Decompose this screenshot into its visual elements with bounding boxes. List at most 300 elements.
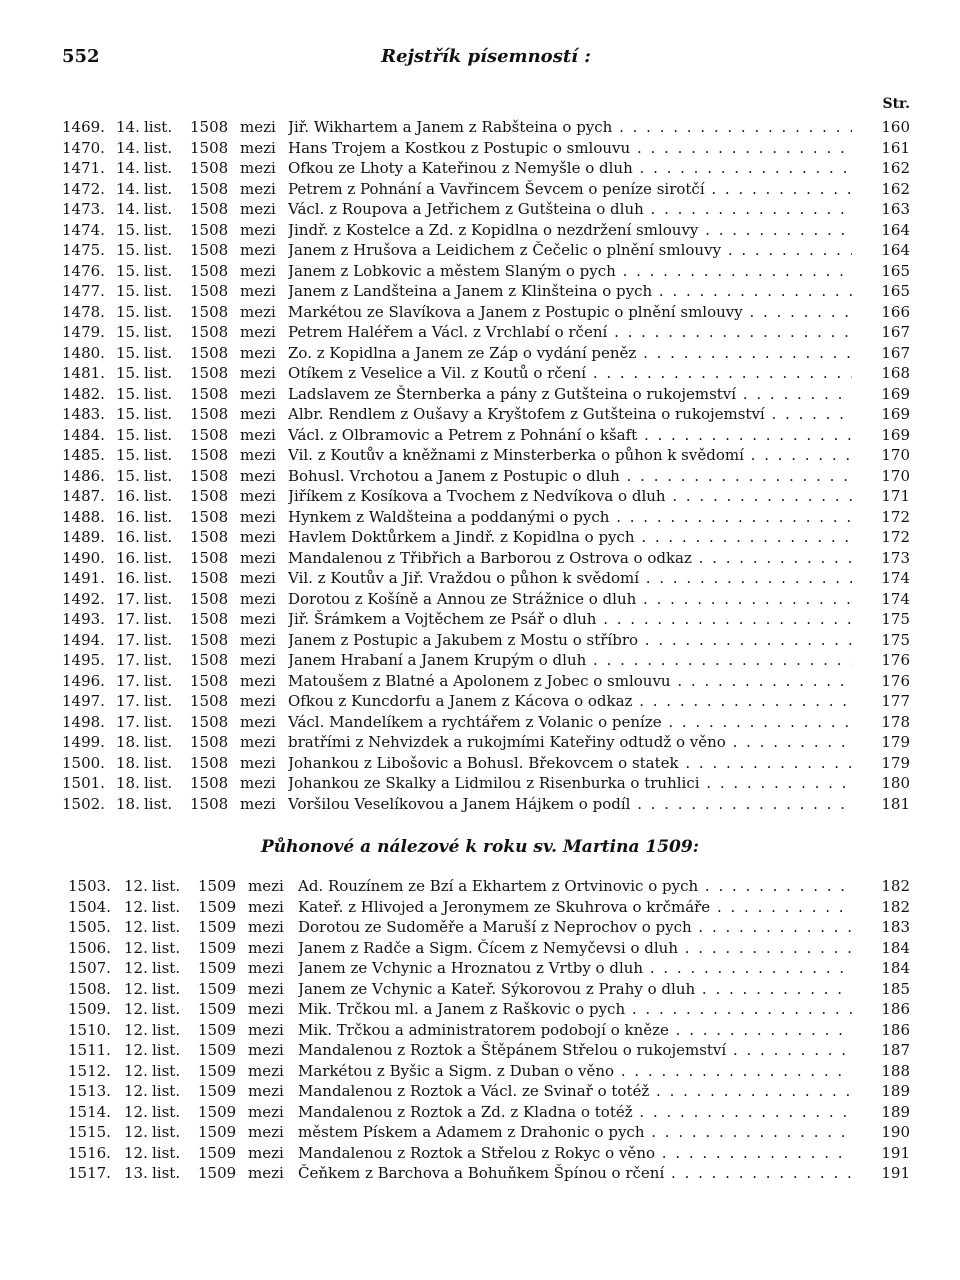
entry-day: 15. (116, 220, 140, 239)
entry-month: list. (144, 138, 173, 157)
register-entry (62, 302, 910, 323)
entry-page: 184 (881, 938, 910, 957)
entry-day: 13. (124, 1164, 148, 1182)
entry-number: 1511. (68, 1041, 111, 1059)
entry-month: list. (152, 1061, 181, 1080)
page-column-label: Str. (882, 96, 910, 112)
entry-mezi: mezi (240, 610, 276, 628)
register-entry (62, 404, 910, 425)
entry-number: 1472. (62, 179, 105, 198)
entry-month: list. (144, 282, 173, 300)
entry-description: Janem ze Vchynic a Hroznatou z Vrtby o dluh . . . (298, 958, 852, 979)
entry-day: 16. (116, 548, 140, 567)
entry-page: 161 (881, 138, 910, 157)
register-entry (62, 363, 910, 384)
register-entry (62, 630, 910, 651)
entry-description: Hynkem z Waldšteina a poddanými o pych . . . (288, 507, 852, 528)
entry-month: list. (144, 425, 173, 444)
entry-description: Markétou ze Slavíkova a Janem z Postupic o plnění smlouvy . . . (288, 302, 852, 323)
register-entry (62, 220, 910, 241)
entry-day: 17. (116, 651, 140, 669)
entry-mezi: mezi (240, 651, 276, 669)
entry-number: 1491. (62, 569, 105, 587)
entry-month: list. (144, 774, 173, 792)
entry-month: list. (152, 1143, 181, 1162)
entry-description: Mandalenou z Roztok a Václ. ze Svinař o totéž . . . (298, 1081, 852, 1102)
entry-mezi: mezi (240, 425, 276, 444)
entry-number: 1473. (62, 200, 105, 218)
entry-day: 18. (116, 753, 140, 772)
entry-page: 172 (881, 507, 910, 526)
register-entry (62, 1040, 910, 1061)
entry-mezi: mezi (248, 959, 284, 977)
register-entry (62, 1020, 910, 1041)
entry-number: 1470. (62, 138, 105, 157)
entry-description: Janem Hrabaní a Janem Krupým o dluh . . . (288, 650, 852, 671)
entry-number: 1482. (62, 384, 105, 403)
entry-day: 12. (124, 1102, 148, 1121)
register-entry (62, 1102, 910, 1123)
entry-month: list. (144, 302, 173, 321)
entry-year: 1509 (198, 1082, 237, 1100)
entry-year: 1508 (190, 446, 229, 464)
entry-day: 12. (124, 877, 148, 895)
entry-number: 1475. (62, 241, 105, 259)
entry-description: Voršilou Veselíkovou a Janem Hájkem o podíl . . . (288, 794, 852, 815)
entry-description: Petrem Haléřem a Václ. z Vrchlabí o rčení . . . (288, 322, 852, 343)
entry-page: 187 (881, 1041, 910, 1059)
entry-page: 166 (881, 302, 910, 321)
entry-day: 17. (116, 692, 140, 710)
entry-page: 189 (881, 1102, 910, 1121)
entry-day: 17. (116, 589, 140, 608)
entry-year: 1508 (190, 630, 229, 649)
entry-day: 12. (124, 1020, 148, 1039)
entry-number: 1471. (62, 159, 105, 177)
entry-month: list. (152, 1164, 181, 1182)
entry-number: 1493. (62, 610, 105, 628)
entry-year: 1509 (198, 1102, 237, 1121)
entry-description: Jiř. Wikhartem a Janem z Rabšteina o pych . . . (288, 117, 852, 138)
entry-year: 1508 (190, 261, 229, 280)
entry-mezi: mezi (240, 569, 276, 587)
register-entry (62, 999, 910, 1020)
entry-page: 177 (881, 692, 910, 710)
entry-month: list. (144, 118, 173, 136)
entry-description: Janem z Hrušova a Leidichem z Čečelic o plnění smlouvy . . . (288, 240, 852, 261)
entry-description: Hans Trojem a Kostkou z Postupic o smlouvu . . . (288, 138, 852, 159)
entry-month: list. (144, 528, 173, 546)
entry-day: 14. (116, 159, 140, 177)
entry-month: list. (144, 466, 173, 485)
entry-day: 14. (116, 118, 140, 136)
entry-month: list. (144, 651, 173, 669)
entry-month: list. (152, 959, 181, 977)
entry-year: 1508 (190, 487, 229, 505)
entry-month: list. (144, 569, 173, 587)
entry-month: list. (152, 1020, 181, 1039)
entry-page: 186 (881, 1020, 910, 1039)
entry-month: list. (144, 323, 173, 341)
register-entry (62, 138, 910, 159)
entry-page: 171 (881, 487, 910, 505)
entry-page: 163 (881, 200, 910, 218)
entry-description: Markétou z Byšic a Sigm. z Duban o věno . . . (298, 1061, 852, 1082)
entry-year: 1508 (190, 159, 229, 177)
entry-description: Vil. z Koutův a Jiř. Vraždou o půhon k svědomí . . . (288, 568, 852, 589)
entry-day: 14. (116, 179, 140, 198)
entry-number: 1503. (68, 877, 111, 895)
entry-description: Jindř. z Kostelce a Zd. z Kopidlna o nezdržení smlouvy . . . (288, 220, 852, 241)
entry-number: 1499. (62, 733, 105, 751)
entry-number: 1480. (62, 343, 105, 362)
register-entry (62, 322, 910, 343)
entry-year: 1508 (190, 569, 229, 587)
entry-mezi: mezi (240, 159, 276, 177)
entry-year: 1508 (190, 528, 229, 546)
page-header (62, 46, 910, 72)
entry-description: Mandalenou z Roztok a Střelou z Rokyc o věno . . . (298, 1143, 852, 1164)
register-entry (62, 384, 910, 405)
entry-number: 1476. (62, 261, 105, 280)
entry-page: 162 (881, 159, 910, 177)
entry-mezi: mezi (240, 282, 276, 300)
entry-page: 175 (881, 610, 910, 628)
entry-number: 1502. (62, 794, 105, 813)
entry-year: 1508 (190, 712, 229, 731)
entry-mezi: mezi (240, 548, 276, 567)
entry-mezi: mezi (240, 302, 276, 321)
entry-number: 1501. (62, 774, 105, 792)
entry-mezi: mezi (248, 897, 284, 916)
entry-year: 1508 (190, 548, 229, 567)
entry-mezi: mezi (248, 938, 284, 957)
entry-day: 12. (124, 897, 148, 916)
entry-number: 1513. (68, 1082, 111, 1100)
entry-year: 1509 (198, 959, 237, 977)
entry-year: 1508 (190, 302, 229, 321)
entry-mezi: mezi (240, 630, 276, 649)
register-entry (62, 938, 910, 959)
entry-number: 1517. (68, 1164, 111, 1182)
entry-month: list. (144, 589, 173, 608)
entry-number: 1486. (62, 466, 105, 485)
entry-number: 1487. (62, 487, 105, 505)
entry-year: 1508 (190, 774, 229, 792)
entry-page: 189 (881, 1082, 910, 1100)
entry-year: 1508 (190, 753, 229, 772)
entry-month: list. (144, 261, 173, 280)
entry-number: 1490. (62, 548, 105, 567)
entry-day: 15. (116, 425, 140, 444)
register-entry (62, 773, 910, 794)
entry-month: list. (144, 364, 173, 382)
entry-description: Janem z Lobkovic a městem Slaným o pych . . . (288, 261, 852, 282)
entry-month: list. (144, 446, 173, 464)
entry-year: 1509 (198, 1143, 237, 1162)
entry-description: Johankou z Libošovic a Bohusl. Břekovcem o statek . . . (288, 753, 852, 774)
entry-page: 185 (881, 979, 910, 998)
entry-page: 174 (881, 569, 910, 587)
entry-mezi: mezi (240, 323, 276, 341)
entry-day: 15. (116, 282, 140, 300)
entry-day: 15. (116, 446, 140, 464)
entry-year: 1508 (190, 200, 229, 218)
entry-mezi: mezi (248, 979, 284, 998)
entry-number: 1505. (68, 918, 111, 936)
entry-day: 12. (124, 918, 148, 936)
entry-year: 1509 (198, 938, 237, 957)
entry-year: 1508 (190, 282, 229, 300)
entry-page: 191 (881, 1164, 910, 1182)
entry-page: 165 (881, 261, 910, 280)
entry-description: Jiř. Šrámkem a Vojtěchem ze Psář o dluh . . . (288, 609, 852, 630)
entry-month: list. (144, 692, 173, 710)
entry-month: list. (152, 979, 181, 998)
entry-day: 15. (116, 241, 140, 259)
register-entry (62, 1122, 910, 1143)
entry-month: list. (144, 671, 173, 690)
register-entry (62, 486, 910, 507)
entry-day: 12. (124, 959, 148, 977)
entry-page: 162 (881, 179, 910, 198)
entry-page: 176 (881, 671, 910, 690)
entry-day: 18. (116, 774, 140, 792)
register-entry (62, 1061, 910, 1082)
register-entry (62, 712, 910, 733)
entry-day: 12. (124, 1143, 148, 1162)
entry-page: 190 (881, 1123, 910, 1141)
entry-mezi: mezi (240, 507, 276, 526)
entry-year: 1508 (190, 364, 229, 382)
entry-mezi: mezi (248, 1061, 284, 1080)
entry-mezi: mezi (240, 446, 276, 464)
register-entry (62, 527, 910, 548)
entry-description: Bohusl. Vrchotou a Janem z Postupic o dluh . . . (288, 466, 852, 487)
entry-day: 15. (116, 302, 140, 321)
register-entry (62, 979, 910, 1000)
entry-page: 181 (881, 794, 910, 813)
entry-year: 1508 (190, 671, 229, 690)
entry-year: 1508 (190, 794, 229, 813)
register-entry (62, 589, 910, 610)
entry-day: 12. (124, 1123, 148, 1141)
entry-year: 1508 (190, 692, 229, 710)
entry-mezi: mezi (240, 774, 276, 792)
entry-description: Václ. z Roupova a Jetřichem z Gutšteina o dluh . . . (288, 199, 852, 220)
entry-month: list. (144, 179, 173, 198)
register-entry (62, 609, 910, 630)
entry-description: Václ. z Olbramovic a Petrem z Pohnání o kšaft . . . (288, 425, 852, 446)
entry-mezi: mezi (240, 261, 276, 280)
entry-number: 1515. (68, 1123, 111, 1141)
entry-mezi: mezi (240, 138, 276, 157)
register-entry (62, 691, 910, 712)
entry-month: list. (144, 343, 173, 362)
register-entry (62, 548, 910, 569)
entry-year: 1509 (198, 877, 237, 895)
entry-month: list. (144, 507, 173, 526)
entry-description: Mandalenou z Třibřich a Barborou z Ostrova o odkaz . . . (288, 548, 852, 569)
entry-description: Dorotou ze Sudoměře a Maruší z Neprochov o pych . . . (298, 917, 852, 938)
entry-day: 17. (116, 610, 140, 628)
entry-mezi: mezi (240, 692, 276, 710)
entry-page: 182 (881, 877, 910, 895)
entry-year: 1508 (190, 589, 229, 608)
running-title: Rejstřík písemností : (381, 46, 591, 67)
register-entry (62, 281, 910, 302)
register-entry (62, 1143, 910, 1164)
entry-day: 17. (116, 671, 140, 690)
entry-number: 1481. (62, 364, 105, 382)
entry-year: 1508 (190, 241, 229, 259)
entry-day: 12. (124, 1000, 148, 1018)
entry-page: 169 (881, 384, 910, 403)
entry-mezi: mezi (240, 200, 276, 218)
register-entry (62, 958, 910, 979)
entry-month: list. (144, 241, 173, 259)
register-entry (62, 117, 910, 138)
entry-year: 1508 (190, 610, 229, 628)
register-entry (62, 507, 910, 528)
entry-mezi: mezi (240, 753, 276, 772)
entry-description: Matoušem z Blatné a Apolonem z Jobec o smlouvu . . . (288, 671, 852, 692)
entry-description: Johankou ze Skalky a Lidmilou z Risenburka o truhlici . . . (288, 773, 852, 794)
entry-day: 12. (124, 1061, 148, 1080)
entry-number: 1512. (68, 1061, 111, 1080)
register-entry (62, 876, 910, 897)
entry-month: list. (152, 938, 181, 957)
register-entry (62, 650, 910, 671)
entry-year: 1508 (190, 405, 229, 423)
entry-page: 182 (881, 897, 910, 916)
entry-number: 1507. (68, 959, 111, 977)
entry-year: 1509 (198, 1164, 237, 1182)
entry-description: Janem z Landšteina a Janem z Klinšteina o pych . . . (288, 281, 852, 302)
entry-page: 191 (881, 1143, 910, 1162)
register-entry (62, 445, 910, 466)
entry-page: 165 (881, 282, 910, 300)
register-section-1 (62, 117, 910, 814)
entry-description: Dorotou z Košíně a Annou ze Strážnice o dluh . . . (288, 589, 852, 610)
entry-page: 183 (881, 918, 910, 936)
entry-month: list. (144, 405, 173, 423)
entry-month: list. (152, 1041, 181, 1059)
entry-year: 1508 (190, 323, 229, 341)
entry-day: 14. (116, 200, 140, 218)
entry-year: 1509 (198, 1020, 237, 1039)
entry-mezi: mezi (240, 118, 276, 136)
entry-day: 18. (116, 733, 140, 751)
entry-month: list. (152, 877, 181, 895)
entry-month: list. (144, 548, 173, 567)
entry-mezi: mezi (240, 733, 276, 751)
entry-page: 174 (881, 589, 910, 608)
entry-description: Čeňkem z Barchova a Bohuňkem Špínou o rčení . . . (298, 1163, 852, 1184)
entry-description: Mik. Trčkou ml. a Janem z Raškovic o pych . . . (298, 999, 852, 1020)
entry-mezi: mezi (248, 1041, 284, 1059)
entry-number: 1483. (62, 405, 105, 423)
entry-year: 1508 (190, 425, 229, 444)
register-entry (62, 671, 910, 692)
entry-description: Ad. Rouzínem ze Bzí a Ekhartem z Ortvinovic o pych . . . (298, 876, 852, 897)
entry-description: Janem z Radče a Sigm. Čícem z Nemyčevsi o dluh . . . (298, 938, 852, 959)
entry-day: 12. (124, 1041, 148, 1059)
entry-page: 170 (881, 446, 910, 464)
entry-number: 1496. (62, 671, 105, 690)
entry-page: 186 (881, 1000, 910, 1018)
entry-number: 1478. (62, 302, 105, 321)
entry-number: 1495. (62, 651, 105, 669)
entry-day: 16. (116, 507, 140, 526)
register-entry (62, 425, 910, 446)
entry-number: 1497. (62, 692, 105, 710)
entry-month: list. (144, 159, 173, 177)
section-heading: Půhonové a nálezové k roku sv. Martina 1509: (261, 837, 699, 857)
entry-year: 1508 (190, 220, 229, 239)
entry-description: Vil. z Koutův a kněžnami z Minsterberka o půhon k svědomí . . . (288, 445, 852, 466)
register-entry (62, 240, 910, 261)
register-entry (62, 568, 910, 589)
entry-day: 15. (116, 466, 140, 485)
entry-number: 1504. (68, 897, 111, 916)
entry-day: 16. (116, 528, 140, 546)
entry-month: list. (144, 220, 173, 239)
entry-mezi: mezi (240, 589, 276, 608)
entry-number: 1469. (62, 118, 105, 136)
entry-page: 180 (881, 774, 910, 792)
entry-description: Václ. Mandelíkem a rychtářem z Volanic o peníze . . . (288, 712, 852, 733)
register-entry (62, 732, 910, 753)
entry-description: Jiříkem z Kosíkova a Tvochem z Nedvíkova o dluh . . . (288, 486, 852, 507)
entry-page: 188 (881, 1061, 910, 1080)
entry-year: 1509 (198, 1000, 237, 1018)
entry-description: Mandalenou z Roztok a Zd. z Kladna o totéž . . . (298, 1102, 852, 1123)
entry-month: list. (152, 918, 181, 936)
entry-day: 12. (124, 938, 148, 957)
register-entry (62, 1163, 910, 1184)
entry-day: 12. (124, 979, 148, 998)
entry-year: 1508 (190, 138, 229, 157)
entry-mezi: mezi (248, 1123, 284, 1141)
entry-page: 179 (881, 733, 910, 751)
entry-mezi: mezi (248, 1000, 284, 1018)
entry-description: Havlem Doktůrkem a Jindř. z Kopidlna o pych . . . (288, 527, 852, 548)
entry-day: 17. (116, 630, 140, 649)
register-entry (62, 466, 910, 487)
entry-mezi: mezi (240, 487, 276, 505)
entry-number: 1485. (62, 446, 105, 464)
register-entry (62, 1081, 910, 1102)
entry-description: Petrem z Pohnání a Vavřincem Ševcem o peníze sirotčí . . . (288, 179, 852, 200)
entry-number: 1506. (68, 938, 111, 957)
entry-year: 1509 (198, 1123, 237, 1141)
entry-year: 1508 (190, 651, 229, 669)
entry-page: 172 (881, 528, 910, 546)
entry-month: list. (152, 897, 181, 916)
entry-year: 1508 (190, 118, 229, 136)
entry-mezi: mezi (240, 671, 276, 690)
entry-description: Ladslavem ze Šternberka a pány z Gutšteina o rukojemství . . . (288, 384, 852, 405)
entry-mezi: mezi (248, 1020, 284, 1039)
entry-page: 170 (881, 466, 910, 485)
entry-mezi: mezi (248, 918, 284, 936)
entry-description: Janem z Postupic a Jakubem z Mostu o stříbro . . . (288, 630, 852, 651)
entry-number: 1474. (62, 220, 105, 239)
entry-description: městem Pískem a Adamem z Drahonic o pych . . . (298, 1122, 852, 1143)
entry-mezi: mezi (248, 1082, 284, 1100)
entry-year: 1509 (198, 918, 237, 936)
